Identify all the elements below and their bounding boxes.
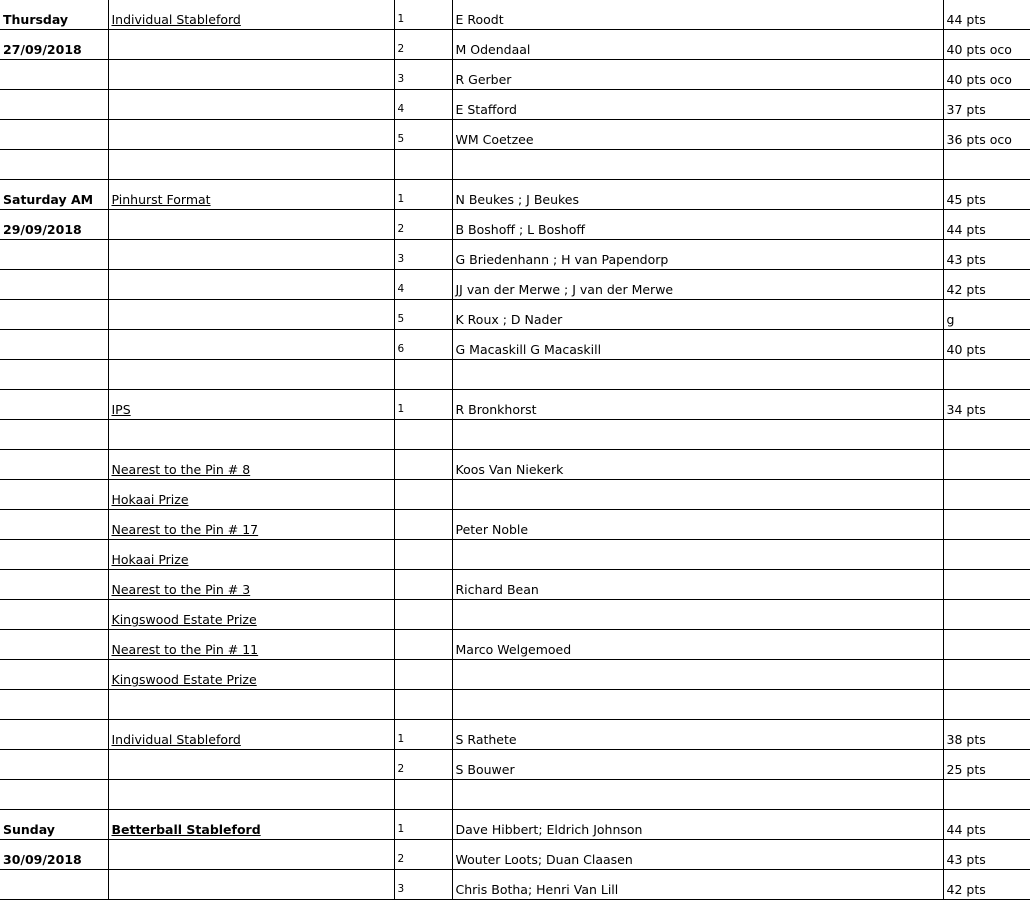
event-cell-text: Individual Stableford (111, 732, 241, 747)
score-cell[interactable] (943, 30, 1030, 60)
score-cell[interactable] (943, 300, 1030, 330)
player-cell[interactable] (452, 360, 943, 390)
table-row (0, 390, 1030, 420)
table-row (0, 660, 1030, 690)
table-row (0, 810, 1030, 840)
position-cell[interactable] (394, 330, 452, 360)
score-cell[interactable] (943, 660, 1030, 690)
table-row (0, 270, 1030, 300)
date-cell-text: 27/09/2018 (3, 42, 82, 57)
event-cell-text: Nearest to the Pin # 17 (111, 522, 259, 537)
player-cell-text: Dave Hibbert; Eldrich Johnson (455, 822, 643, 837)
table-row (0, 210, 1030, 240)
player-cell[interactable] (452, 510, 943, 540)
date-cell-text: Thursday (3, 12, 69, 27)
event-cell-text: Kingswood Estate Prize (111, 612, 257, 627)
date-cell[interactable] (0, 420, 108, 450)
score-cell[interactable] (943, 180, 1030, 210)
table-row (0, 30, 1030, 60)
score-cell[interactable] (943, 150, 1030, 180)
player-cell[interactable] (452, 420, 943, 450)
date-cell-text: 29/09/2018 (3, 222, 82, 237)
event-cell-text: Pinhurst Format (111, 192, 211, 207)
event-cell[interactable] (108, 540, 394, 570)
position-cell-text: 4 (397, 103, 405, 115)
score-cell-text: 43 pts (946, 852, 986, 867)
score-cell[interactable] (943, 720, 1030, 750)
event-cell-text: Betterball Stableford (111, 822, 261, 837)
event-cell[interactable] (108, 390, 394, 420)
score-cell[interactable] (943, 210, 1030, 240)
score-cell[interactable] (943, 780, 1030, 810)
position-cell[interactable] (394, 570, 452, 600)
table-row (0, 630, 1030, 660)
position-cell-text: 3 (397, 253, 405, 265)
table-row (0, 0, 1030, 30)
score-cell-text: 44 pts (946, 12, 986, 27)
position-cell-text: 2 (397, 223, 405, 235)
player-cell-text: S Rathete (455, 732, 517, 747)
player-cell[interactable] (452, 210, 943, 240)
event-cell[interactable] (108, 810, 394, 840)
table-row (0, 330, 1030, 360)
position-cell[interactable] (394, 420, 452, 450)
player-cell-text: Koos Van Niekerk (455, 462, 564, 477)
date-cell[interactable] (0, 210, 108, 240)
position-cell[interactable] (394, 840, 452, 870)
score-cell-text: 44 pts (946, 222, 986, 237)
position-cell[interactable] (394, 210, 452, 240)
date-cell-text: Sunday (3, 822, 55, 837)
position-cell-text: 1 (397, 733, 405, 745)
player-cell[interactable] (452, 450, 943, 480)
date-cell[interactable] (0, 720, 108, 750)
score-cell[interactable] (943, 60, 1030, 90)
table-row (0, 450, 1030, 480)
date-cell[interactable] (0, 870, 108, 900)
player-cell-text: S Bouwer (455, 762, 515, 777)
player-cell-text: Chris Botha; Henri Van Lill (455, 882, 619, 897)
event-cell[interactable] (108, 90, 394, 120)
table-row (0, 870, 1030, 900)
score-cell[interactable] (943, 90, 1030, 120)
event-cell[interactable] (108, 330, 394, 360)
position-cell-text: 1 (397, 13, 405, 25)
player-cell[interactable] (452, 630, 943, 660)
date-cell[interactable] (0, 270, 108, 300)
event-cell[interactable] (108, 360, 394, 390)
event-cell[interactable] (108, 30, 394, 60)
player-cell[interactable] (452, 30, 943, 60)
score-cell[interactable] (943, 240, 1030, 270)
position-cell[interactable] (394, 600, 452, 630)
player-cell[interactable] (452, 300, 943, 330)
score-cell-text: 38 pts (946, 732, 986, 747)
score-cell-text: 37 pts (946, 102, 986, 117)
position-cell[interactable] (394, 750, 452, 780)
event-cell-text: Nearest to the Pin # 3 (111, 582, 251, 597)
position-cell[interactable] (394, 240, 452, 270)
event-cell-text: IPS (111, 402, 131, 417)
player-cell[interactable] (452, 90, 943, 120)
position-cell[interactable] (394, 540, 452, 570)
position-cell[interactable] (394, 870, 452, 900)
score-cell[interactable] (943, 840, 1030, 870)
date-cell[interactable] (0, 570, 108, 600)
player-cell[interactable] (452, 840, 943, 870)
score-cell[interactable] (943, 450, 1030, 480)
date-cell[interactable] (0, 90, 108, 120)
position-cell[interactable] (394, 660, 452, 690)
date-cell-text: 30/09/2018 (3, 852, 82, 867)
table-row (0, 120, 1030, 150)
date-cell[interactable] (0, 510, 108, 540)
date-cell[interactable] (0, 660, 108, 690)
player-cell[interactable] (452, 600, 943, 630)
score-cell[interactable] (943, 690, 1030, 720)
score-cell[interactable] (943, 270, 1030, 300)
event-cell[interactable] (108, 120, 394, 150)
date-cell[interactable] (0, 30, 108, 60)
event-cell[interactable] (108, 750, 394, 780)
player-cell-text: WM Coetzee (455, 132, 534, 147)
event-cell[interactable] (108, 600, 394, 630)
score-cell[interactable] (943, 810, 1030, 840)
date-cell[interactable] (0, 120, 108, 150)
table-row (0, 90, 1030, 120)
table-row (0, 720, 1030, 750)
player-cell[interactable] (452, 780, 943, 810)
event-cell[interactable] (108, 210, 394, 240)
position-cell[interactable] (394, 90, 452, 120)
player-cell-text: G Briedenhann ; H van Papendorp (455, 252, 669, 267)
player-cell-text: Richard Bean (455, 582, 539, 597)
table-row (0, 840, 1030, 870)
score-cell[interactable] (943, 630, 1030, 660)
position-cell[interactable] (394, 120, 452, 150)
player-cell-text: M Odendaal (455, 42, 531, 57)
position-cell-text: 4 (397, 283, 405, 295)
player-cell[interactable] (452, 750, 943, 780)
date-cell[interactable] (0, 60, 108, 90)
player-cell[interactable] (452, 870, 943, 900)
event-cell-text: Hokaai Prize (111, 552, 189, 567)
position-cell[interactable] (394, 270, 452, 300)
score-cell[interactable] (943, 120, 1030, 150)
event-cell-text: Nearest to the Pin # 11 (111, 642, 259, 657)
score-cell-text: 34 pts (946, 402, 986, 417)
position-cell[interactable] (394, 60, 452, 90)
event-cell[interactable] (108, 570, 394, 600)
player-cell-text: R Bronkhorst (455, 402, 537, 417)
player-cell-text: JJ van der Merwe ; J van der Merwe (455, 282, 674, 297)
event-cell[interactable] (108, 840, 394, 870)
event-cell[interactable] (108, 480, 394, 510)
event-cell[interactable] (108, 300, 394, 330)
score-cell[interactable] (943, 360, 1030, 390)
event-cell[interactable] (108, 510, 394, 540)
player-cell[interactable] (452, 180, 943, 210)
position-cell[interactable] (394, 150, 452, 180)
date-cell[interactable] (0, 330, 108, 360)
position-cell-text: 2 (397, 853, 405, 865)
player-cell[interactable] (452, 270, 943, 300)
player-cell-text: Wouter Loots; Duan Claasen (455, 852, 633, 867)
position-cell[interactable] (394, 450, 452, 480)
score-cell-text: 40 pts (946, 342, 986, 357)
table-row (0, 420, 1030, 450)
score-cell[interactable] (943, 540, 1030, 570)
position-cell-text: 1 (397, 823, 405, 835)
table-row (0, 570, 1030, 600)
date-cell[interactable] (0, 840, 108, 870)
player-cell[interactable] (452, 720, 943, 750)
position-cell[interactable] (394, 510, 452, 540)
player-cell-text: Peter Noble (455, 522, 529, 537)
player-cell[interactable] (452, 540, 943, 570)
position-cell[interactable] (394, 720, 452, 750)
player-cell-text: Marco Welgemoed (455, 642, 572, 657)
date-cell[interactable] (0, 300, 108, 330)
event-cell[interactable] (108, 420, 394, 450)
date-cell[interactable] (0, 390, 108, 420)
event-cell[interactable] (108, 180, 394, 210)
table-row (0, 300, 1030, 330)
score-cell-text: g (946, 312, 955, 327)
score-cell[interactable] (943, 600, 1030, 630)
position-cell[interactable] (394, 630, 452, 660)
date-cell[interactable] (0, 450, 108, 480)
position-cell-text: 5 (397, 133, 405, 145)
table-row (0, 750, 1030, 780)
position-cell-text: 6 (397, 343, 405, 355)
table-row (0, 60, 1030, 90)
table-row (0, 480, 1030, 510)
score-cell-text: 40 pts oco (946, 42, 1012, 57)
position-cell[interactable] (394, 180, 452, 210)
table-row (0, 180, 1030, 210)
score-cell[interactable] (943, 420, 1030, 450)
player-cell[interactable] (452, 690, 943, 720)
player-cell-text: R Gerber (455, 72, 512, 87)
player-cell[interactable] (452, 120, 943, 150)
score-cell-text: 45 pts (946, 192, 986, 207)
event-cell[interactable] (108, 660, 394, 690)
table-row (0, 780, 1030, 810)
table-row (0, 510, 1030, 540)
player-cell[interactable] (452, 150, 943, 180)
position-cell-text: 3 (397, 73, 405, 85)
table-row (0, 600, 1030, 630)
position-cell-text: 5 (397, 313, 405, 325)
position-cell[interactable] (394, 480, 452, 510)
position-cell[interactable] (394, 390, 452, 420)
date-cell[interactable] (0, 180, 108, 210)
position-cell-text: 1 (397, 403, 405, 415)
table-row (0, 240, 1030, 270)
date-cell[interactable] (0, 540, 108, 570)
position-cell-text: 3 (397, 883, 405, 895)
player-cell[interactable] (452, 570, 943, 600)
player-cell[interactable] (452, 330, 943, 360)
event-cell[interactable] (108, 690, 394, 720)
date-cell[interactable] (0, 750, 108, 780)
date-cell[interactable] (0, 600, 108, 630)
event-cell-text: Individual Stableford (111, 12, 241, 27)
score-cell-text: 36 pts oco (946, 132, 1012, 147)
score-cell[interactable] (943, 870, 1030, 900)
player-cell[interactable] (452, 240, 943, 270)
position-cell-text: 2 (397, 43, 405, 55)
table-row (0, 540, 1030, 570)
date-cell[interactable] (0, 690, 108, 720)
position-cell[interactable] (394, 810, 452, 840)
player-cell-text: E Roodt (455, 12, 504, 27)
date-cell[interactable] (0, 780, 108, 810)
player-cell-text: N Beukes ; J Beukes (455, 192, 580, 207)
date-cell[interactable] (0, 240, 108, 270)
score-cell[interactable] (943, 570, 1030, 600)
date-cell[interactable] (0, 360, 108, 390)
table-row (0, 690, 1030, 720)
player-cell-text: G Macaskill G Macaskill (455, 342, 602, 357)
event-cell[interactable] (108, 0, 394, 30)
event-cell[interactable] (108, 450, 394, 480)
score-cell-text: 44 pts (946, 822, 986, 837)
event-cell[interactable] (108, 780, 394, 810)
date-cell[interactable] (0, 0, 108, 30)
score-cell-text: 25 pts (946, 762, 986, 777)
score-cell[interactable] (943, 390, 1030, 420)
event-cell-text: Hokaai Prize (111, 492, 189, 507)
position-cell[interactable] (394, 0, 452, 30)
event-cell[interactable] (108, 270, 394, 300)
date-cell[interactable] (0, 480, 108, 510)
table-row (0, 150, 1030, 180)
table-row (0, 360, 1030, 390)
position-cell[interactable] (394, 360, 452, 390)
player-cell[interactable] (452, 60, 943, 90)
position-cell[interactable] (394, 690, 452, 720)
date-cell[interactable] (0, 150, 108, 180)
player-cell[interactable] (452, 390, 943, 420)
event-cell[interactable] (108, 60, 394, 90)
player-cell[interactable] (452, 660, 943, 690)
player-cell-text: K Roux ; D Nader (455, 312, 563, 327)
date-cell[interactable] (0, 630, 108, 660)
date-cell-text: Saturday AM (3, 192, 94, 207)
event-cell[interactable] (108, 240, 394, 270)
score-cell[interactable] (943, 0, 1030, 30)
position-cell[interactable] (394, 300, 452, 330)
player-cell-text: E Stafford (455, 102, 517, 117)
player-cell[interactable] (452, 810, 943, 840)
score-cell-text: 43 pts (946, 252, 986, 267)
date-cell[interactable] (0, 810, 108, 840)
score-cell-text: 40 pts oco (946, 72, 1012, 87)
position-cell-text: 1 (397, 193, 405, 205)
position-cell-text: 2 (397, 763, 405, 775)
event-cell[interactable] (108, 870, 394, 900)
score-cell[interactable] (943, 510, 1030, 540)
score-cell[interactable] (943, 750, 1030, 780)
score-cell[interactable] (943, 480, 1030, 510)
player-cell[interactable] (452, 480, 943, 510)
score-cell-text: 42 pts (946, 282, 986, 297)
event-cell[interactable] (108, 150, 394, 180)
score-cell-text: 42 pts (946, 882, 986, 897)
position-cell[interactable] (394, 30, 452, 60)
position-cell[interactable] (394, 780, 452, 810)
score-cell[interactable] (943, 330, 1030, 360)
event-cell-text: Nearest to the Pin # 8 (111, 462, 251, 477)
player-cell-text: B Boshoff ; L Boshoff (455, 222, 585, 237)
event-cell[interactable] (108, 630, 394, 660)
player-cell[interactable] (452, 0, 943, 30)
event-cell[interactable] (108, 720, 394, 750)
event-cell-text: Kingswood Estate Prize (111, 672, 257, 687)
